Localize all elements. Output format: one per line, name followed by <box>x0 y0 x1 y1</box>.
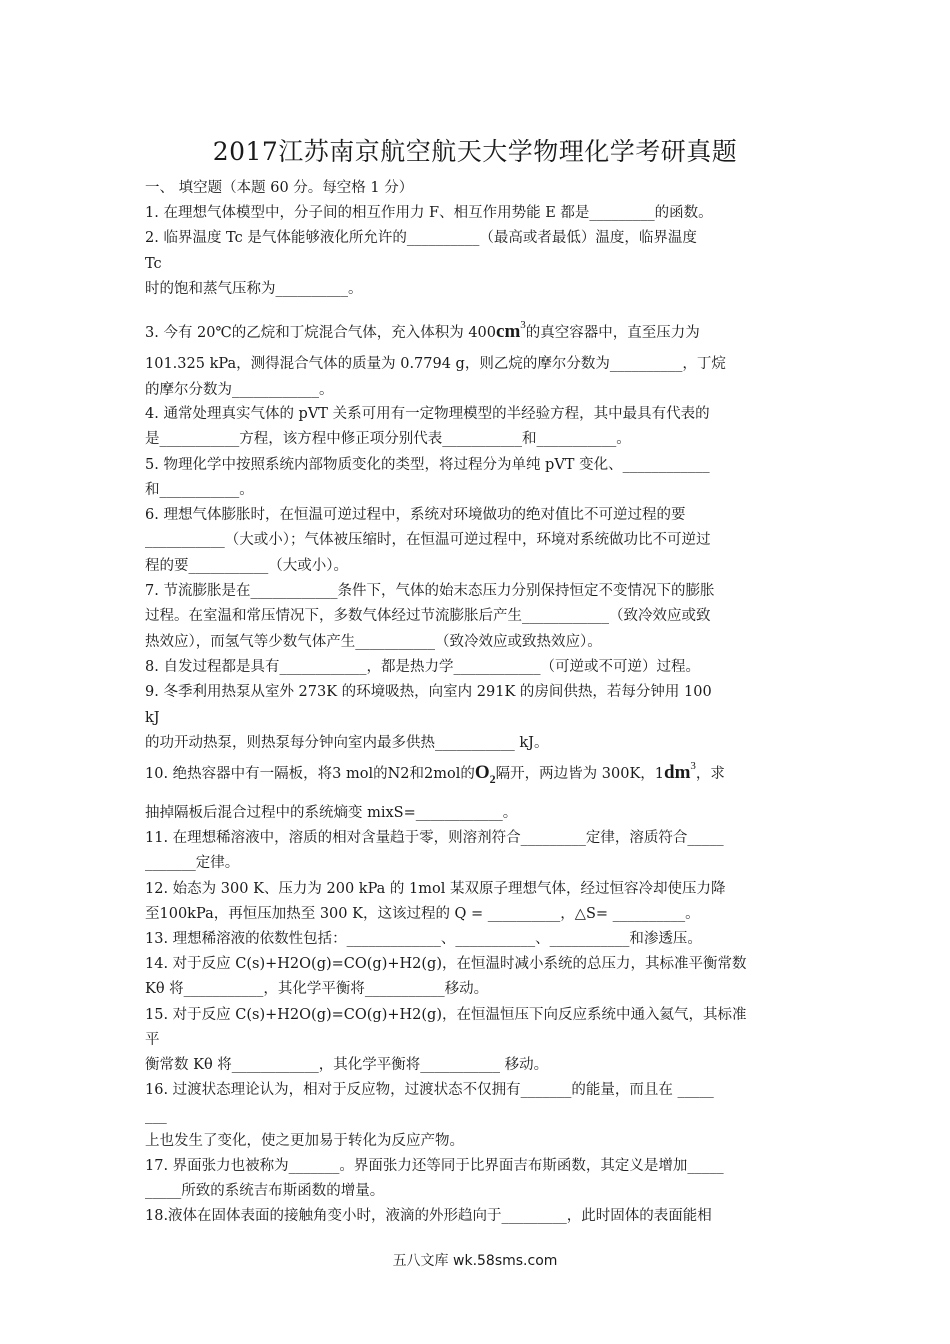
question-line: 15. 对于反应 C(s)+H2O(g)=CO(g)+H2(g)，在恒温恒压下向反应系统中通入氦气，其标准 <box>145 1007 747 1023</box>
question-line: 的功开动热泵，则热泵每分钟向室内最多供热___________ kJ。 <box>145 735 549 751</box>
question-line: 程的要___________（大或小）。 <box>145 558 348 574</box>
q10-text-middle: 隔开，两边皆为 300K，1 <box>495 766 664 782</box>
question-line: 16. 过渡状态理论认为，相对于反应物，过渡状态不仅拥有_______的能量，而且在 _____ <box>145 1082 714 1098</box>
question-line: kJ <box>145 710 160 726</box>
question-line: 13. 理想稀溶液的依数性包括：_____________、___________、___________和渗透压。 <box>145 931 702 947</box>
question-line: 至100kPa，再恒压加热至 300 K，这该过程的 Q = __________，△S= __________。 <box>145 906 700 922</box>
question-line: 12. 始态为 300 K、压力为 200 kPa 的 1mol 某双原子理想气体，经过恒容冷却使压力降 <box>145 881 726 897</box>
question-line: 4. 通常处理真实气体的 pVT 关系可用有一定物理模型的半经验方程，其中最具有代表的 <box>145 406 710 422</box>
question-line: Kθ 将___________，其化学平衡将___________移动。 <box>145 981 489 997</box>
question-line: 6. 理想气体膨胀时，在恒温可逆过程中，系统对环境做功的绝对值比不可逆过程的要 <box>145 507 686 523</box>
dm-exponent: 3 <box>690 760 696 772</box>
question-line: 11. 在理想稀溶液中，溶质的相对含量趋于零，则溶剂符合_________定律，溶质符合_____ <box>145 830 724 846</box>
question-10-first-line <box>145 756 815 789</box>
question-line: Tc <box>145 256 162 272</box>
question-3-first-line <box>145 315 815 343</box>
question-line: 9. 冬季利用热泵从室外 273K 的环境吸热，向室内 291K 的房间供热，若每分钟用 100 <box>145 684 712 700</box>
q10-text-after: ，求 <box>695 766 725 782</box>
q10-text-before: 10. 绝热容器中有一隔板，将3 mol的N2和2mol的 <box>145 766 475 782</box>
cubic-centimeter-unit <box>496 321 526 342</box>
footer-watermark: 五八文库 wk.58sms.com <box>392 1253 558 1269</box>
question-line: 1. 在理想气体模型中，分子间的相互作用力 F、相互作用势能 E 都是_________的函数。 <box>145 205 713 221</box>
oxygen-formula <box>474 762 496 786</box>
oxygen-symbol: O <box>474 762 490 783</box>
question-line: 过程。在室温和常压情况下，多数气体经过节流膨胀后产生____________（致冷效应或致 <box>145 608 711 624</box>
question-line: 17. 界面张力也被称为_______。界面张力还等同于比界面吉布斯函数，其定义是增加_____ <box>145 1158 724 1174</box>
question-line: 时的饱和蒸气压称为__________。 <box>145 281 363 297</box>
question-line: 是___________方程，该方程中修正项分别代表___________和___________。 <box>145 431 631 447</box>
cm-exponent: 3 <box>520 319 526 331</box>
question-line: _____所致的系统吉布斯函数的增量。 <box>145 1183 385 1199</box>
question-line: ___ <box>145 1108 167 1124</box>
question-line: 18.液体在固体表面的接触角变小时，液滴的外形趋向于_________，此时固体的表面能相 <box>145 1208 712 1224</box>
question-line: 的摩尔分数为____________。 <box>145 382 334 398</box>
document-title: 2017江苏南京航空航天大学物理化学考研真题 <box>212 137 738 166</box>
question-line: 热效应），而氢气等少数气体产生___________（致冷效应或致热效应）。 <box>145 634 602 650</box>
question-line: 和___________。 <box>145 482 254 498</box>
question-line: 7. 节流膨胀是在____________条件下，气体的始末态压力分别保持恒定不变情况下的膨胀 <box>145 583 715 599</box>
question-line: 8. 自发过程都是具有____________，都是热力学____________（可逆或不可逆）过程。 <box>145 659 700 675</box>
question-line: 抽掉隔板后混合过程中的系统熵变 mixS=____________。 <box>145 805 518 821</box>
oxygen-subscript: 2 <box>489 771 496 786</box>
question-line: ___________（大或小）；气体被压缩时，在恒温可逆过程中，环境对系统做功比不可逆过 <box>145 532 711 548</box>
question-line: 平 <box>145 1032 160 1048</box>
cm-unit-text: cm <box>496 321 521 342</box>
cubic-decimeter-unit <box>664 762 696 783</box>
question-line: 14. 对于反应 C(s)+H2O(g)=CO(g)+H2(g)，在恒温时减小系统的总压力，其标准平衡常数 <box>145 956 747 972</box>
question-line: 101.325 kPa，测得混合气体的质量为 0.7794 g，则乙烷的摩尔分数为__________，丁烷 <box>145 356 726 372</box>
dm-unit-text: dm <box>664 762 691 783</box>
section-heading: 一、 填空题（本题 60 分。每空格 1 分） <box>145 180 414 196</box>
question-line: _______定律。 <box>145 855 240 871</box>
question-line: 5. 物理化学中按照系统内部物质变化的类型，将过程分为单纯 pVT 变化、____________ <box>145 457 710 473</box>
question-line: 2. 临界温度 Tc 是气体能够液化所允许的__________（最高或者最低）温度，临界温度 <box>145 230 697 246</box>
q3-text-after: 的真空容器中，直至压力为 <box>525 325 700 341</box>
q3-text-before: 3. 今有 20℃的乙烷和丁烷混合气体，充入体积为 400 <box>145 325 497 341</box>
question-line: 上也发生了变化，使之更加易于转化为反应产物。 <box>145 1133 464 1149</box>
question-line: 衡常数 Kθ 将____________，其化学平衡将___________ 移动。 <box>145 1057 549 1073</box>
